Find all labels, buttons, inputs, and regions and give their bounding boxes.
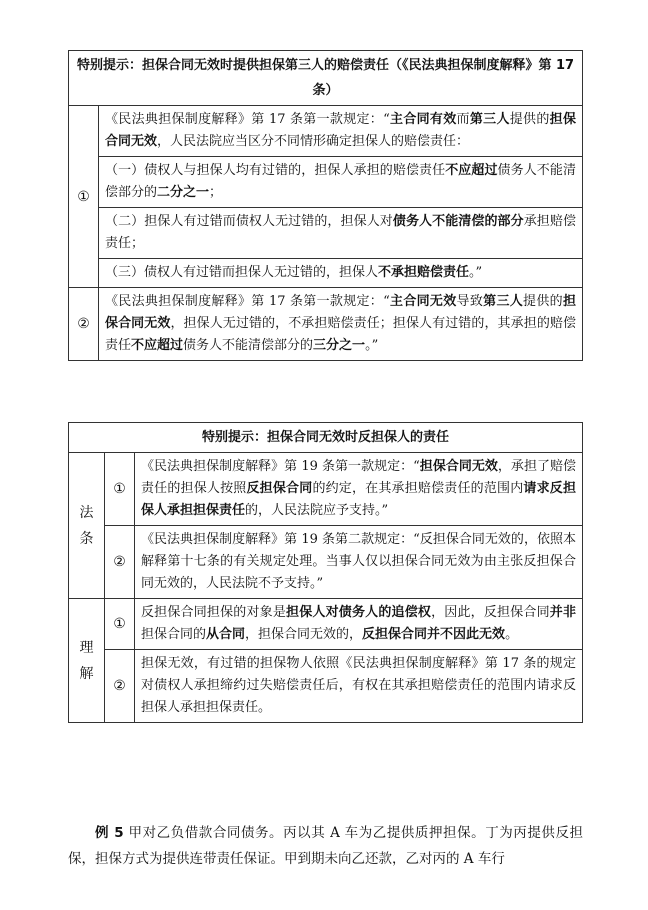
section-understanding-label: 理解 xyxy=(79,639,94,682)
example-label: 例 5 xyxy=(95,825,124,841)
rule-item-1: （一）债权人与担保人均有过错的，担保人承担的赔偿责任不应超过债务人不能清偿部分的二分之一； xyxy=(99,157,583,208)
table-counter-guarantor-liability xyxy=(68,422,583,723)
section-law-label: 法条 xyxy=(79,504,94,547)
section-law xyxy=(69,453,105,599)
understanding-text-2: 担保无效，有过错的担保物人依照《民法典担保制度解释》第 17 条的规定对债权人承担缔约过失赔偿责任后，有权在其承担赔偿责任的范围内请求反担保人承担担保责任。 xyxy=(135,650,583,723)
example-paragraph xyxy=(68,820,583,872)
table1-title: 特别提示：担保合同无效时提供担保第三人的赔偿责任（《民法典担保制度解释》第 17 条） xyxy=(69,51,583,106)
section-understanding xyxy=(69,599,105,723)
law-text-2: 《民法典担保制度解释》第 19 条第二款规定：“反担保合同无效的，依照本解释第十七条的有关规定处理。当事人仅以担保合同无效为由主张反担保合同无效的，人民法院不予支持。” xyxy=(135,526,583,599)
row-number-2: ② xyxy=(69,288,99,361)
rule-item-2: （二）担保人有过错而债权人无过错的，担保人对债务人不能清偿的部分承担赔偿责任； xyxy=(99,208,583,259)
table-guarantor-liability xyxy=(68,50,583,361)
rule-item-3: （三）债权人有过错而担保人无过错的，担保人不承担赔偿责任。” xyxy=(99,259,583,288)
understanding-number-1: ① xyxy=(105,599,135,650)
rule-intro: 《民法典担保制度解释》第 17 条第一款规定：“主合同有效而第三人提供的担保合同无效，人民法院应当区分不同情形确定担保人的赔偿责任： xyxy=(99,106,583,157)
example-text: 甲对乙负借款合同债务。丙以其 A 车为乙提供质押担保。丁为丙提供反担保，担保方式为提供连带责任保证。甲到期未向乙还款，乙对丙的 A 车行 xyxy=(68,825,583,867)
row-number-1: ① xyxy=(69,106,99,288)
law-number-2: ② xyxy=(105,526,135,599)
law-text-1: 《民法典担保制度解释》第 19 条第一款规定：“担保合同无效，承担了赔偿责任的担保人按照反担保合同的约定，在其承担赔偿责任的范围内请求反担保人承担担保责任的，人民法院应予支持。” xyxy=(135,453,583,526)
law-number-1: ① xyxy=(105,453,135,526)
table2-title: 特别提示：担保合同无效时反担保人的责任 xyxy=(69,423,583,453)
rule-main-contract-invalid: 《民法典担保制度解释》第 17 条第一款规定：“主合同无效导致第三人提供的担保合同无效，担保人无过错的，不承担赔偿责任；担保人有过错的，其承担的赔偿责任不应超过债务人不能清偿部分的三分之一。” xyxy=(99,288,583,361)
understanding-text-1: 反担保合同担保的对象是担保人对债务人的追偿权，因此，反担保合同并非担保合同的从合同，担保合同无效的，反担保合同并不因此无效。 xyxy=(135,599,583,650)
understanding-number-2: ② xyxy=(105,650,135,723)
